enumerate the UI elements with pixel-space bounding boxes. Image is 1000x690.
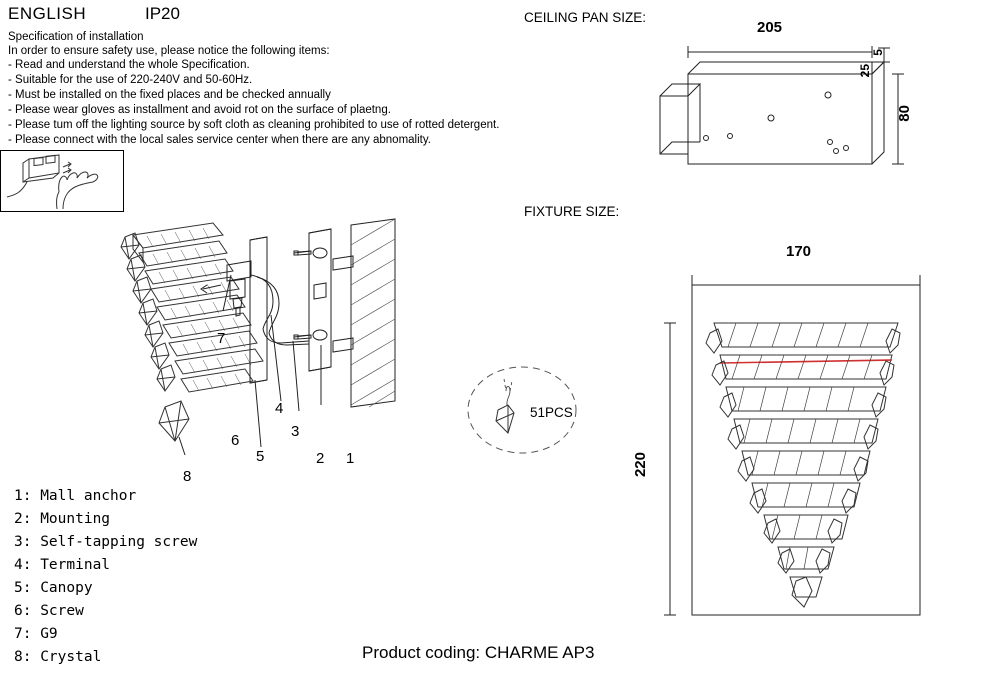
legend-item-6: 6: Screw <box>14 603 84 619</box>
legend-item-2: 2: Mounting <box>14 511 111 527</box>
hand-switch-illustration <box>0 150 124 212</box>
ip-rating-label: IP20 <box>145 4 180 23</box>
parts-legend <box>14 485 197 669</box>
ceiling-pan-label: CEILING PAN SIZE: <box>524 10 647 25</box>
legend-item-4: 4: Terminal <box>14 557 111 573</box>
spec-item-4: - Please wear gloves as installment and avoid rot on the surface of plaetng. <box>8 104 391 116</box>
callout-7: 7 <box>217 330 226 347</box>
legend-item-8: 8: Crystal <box>14 649 102 665</box>
ceiling-pan-width-dimension: 205 <box>757 19 783 36</box>
spec-item-1: - Read and understand the whole Specification. <box>8 59 250 71</box>
callout-3: 3 <box>291 423 300 440</box>
callout-6: 6 <box>231 432 240 449</box>
fixture-diagram <box>640 255 940 645</box>
crystal-count-label: 51PCS <box>530 405 573 420</box>
callout-2: 2 <box>316 450 325 467</box>
legend-item-7: 7: G9 <box>14 626 58 642</box>
spec-item-6: - Please connect with the local sales service center when there are any abnomality. <box>8 134 431 146</box>
callout-8: 8 <box>183 468 192 485</box>
ceiling-pan-depth-dimension: 25 <box>858 64 872 78</box>
fixture-height-dimension: 220 <box>632 452 649 478</box>
legend-item-5: 5: Canopy <box>14 580 93 596</box>
ceiling-pan-height-dimension: 80 <box>896 105 913 122</box>
ceiling-pan-thickness-dimension: 5 <box>871 49 885 56</box>
callout-4: 4 <box>275 400 284 417</box>
spec-item-5: - Please tum off the lighting source by soft cloth as cleaning prohibited to use of rotted detergent. <box>8 119 500 131</box>
legend-item-3: 3: Self-tapping screw <box>14 534 198 550</box>
language-title: ENGLISH <box>8 4 87 23</box>
callout-5: 5 <box>256 448 265 465</box>
spec-item-2: - Suitable for the use of 220-240V and 50-60Hz. <box>8 74 253 86</box>
callout-1: 1 <box>346 450 355 467</box>
specification-intro: In order to ensure safety use, please notice the following items: <box>8 45 330 57</box>
specification-heading: Specification of installation <box>8 31 144 43</box>
exploded-assembly-diagram <box>95 215 425 480</box>
ceiling-pan-diagram <box>640 18 940 193</box>
fixture-size-label: FIXTURE SIZE: <box>524 204 620 219</box>
product-coding: Product coding: CHARME AP3 <box>362 643 595 662</box>
spec-item-3: - Must be installed on the fixed places and be checked annually <box>8 89 331 101</box>
fixture-width-dimension: 170 <box>786 243 812 260</box>
legend-item-1: 1: Mall anchor <box>14 488 137 504</box>
